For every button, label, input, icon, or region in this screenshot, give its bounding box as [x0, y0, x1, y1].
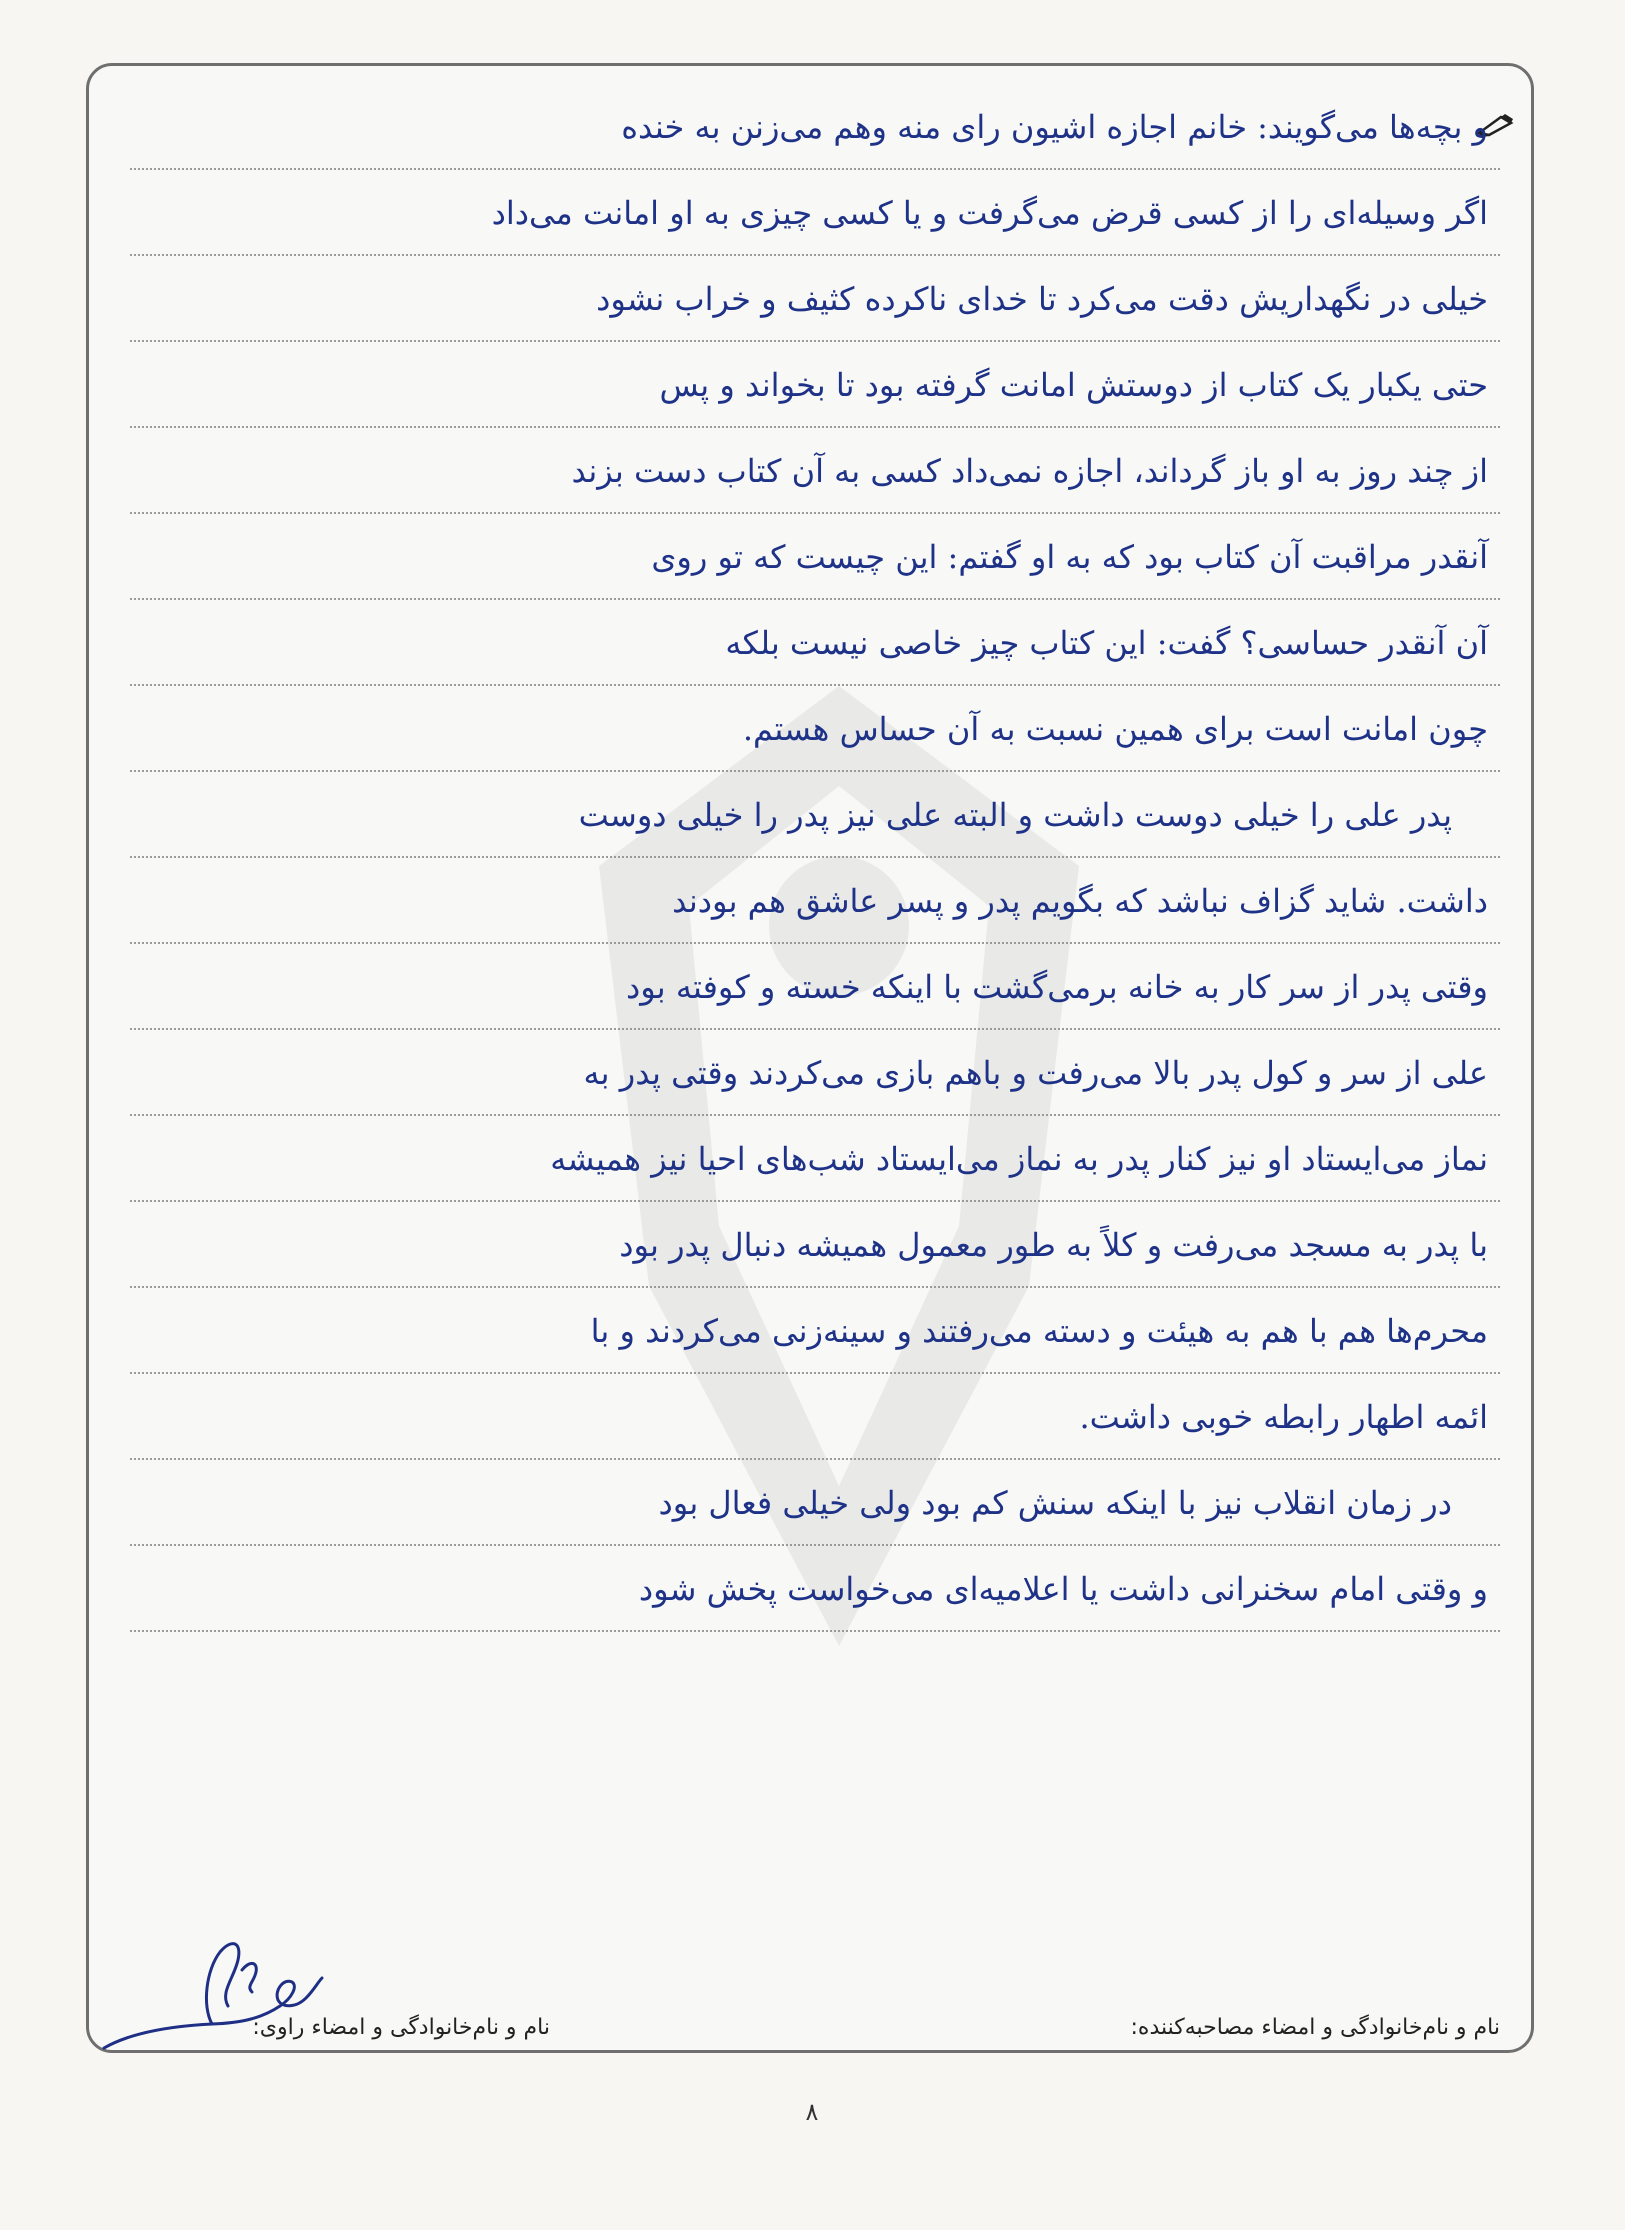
handwritten-line: اگر وسیله‌ای را از کسی قرض می‌گرفت و یا کسی چیزی به او امانت می‌داد [130, 170, 1500, 256]
handwritten-line: وقتی پدر از سر کار به خانه برمی‌گشت با اینکه خسته و کوفته بود [130, 944, 1500, 1030]
handwritten-line: علی از سر و کول پدر بالا می‌رفت و باهم بازی می‌کردند وقتی پدر به [130, 1030, 1500, 1116]
handwritten-line: ائمه اطهار رابطه خوبی داشت. [130, 1374, 1500, 1460]
handwritten-line: پدر علی را خیلی دوست داشت و البته علی نیز پدر را خیلی دوست [130, 772, 1500, 858]
handwritten-line: خیلی در نگهداریش دقت می‌کرد تا خدای ناکرده کثیف و خراب نشود [130, 256, 1500, 342]
handwritten-line: آن آنقدر حساسی؟ گفت: این کتاب چیز خاصی نیست بلکه [130, 600, 1500, 686]
handwritten-line: محرم‌ها هم با هم به هیئت و دسته می‌رفتند و سینه‌زنی می‌کردند و با [130, 1288, 1500, 1374]
handwritten-line: آنقدر مراقبت آن کتاب بود که به او گفتم: این چیست که تو روی [130, 514, 1500, 600]
handwritten-line: حتی یکبار یک کتاب از دوستش امانت گرفته بود تا بخواند و پس [130, 342, 1500, 428]
handwritten-text-area [130, 0, 1500, 2230]
handwritten-line: و بچه‌ها می‌گویند: خانم اجازه اشیون رای منه وهم می‌زنن به خنده [130, 84, 1500, 170]
handwritten-line: داشت. شاید گزاف نباشد که بگویم پدر و پسر عاشق هم بودند [130, 858, 1500, 944]
handwritten-line: نماز می‌ایستاد او نیز کنار پدر به نماز می‌ایستاد شب‌های احیا نیز همیشه [130, 1116, 1500, 1202]
handwritten-line: و وقتی امام سخنرانی داشت یا اعلامیه‌ای می‌خواست پخش شود [130, 1546, 1500, 1632]
page-number: ۸ [805, 2098, 819, 2126]
handwritten-line: با پدر به مسجد می‌رفت و کلاً به طور معمول همیشه دنبال پدر بود [130, 1202, 1500, 1288]
interviewer-signature-label: نام و نام‌خانوادگی و امضاء مصاحبه‌کننده: [1130, 2015, 1500, 2040]
narrator-signature-label: نام و نام‌خانوادگی و امضاء راوی: [252, 2015, 550, 2040]
handwritten-line: چون امانت است برای همین نسبت به آن حساس هستم. [130, 686, 1500, 772]
handwritten-line: از چند روز به او باز گرداند، اجازه نمی‌داد کسی به آن کتاب دست بزند [130, 428, 1500, 514]
handwritten-line: در زمان انقلاب نیز با اینکه سنش کم بود ولی خیلی فعال بود [130, 1460, 1500, 1546]
narrator-signature-icon [92, 1920, 332, 2070]
